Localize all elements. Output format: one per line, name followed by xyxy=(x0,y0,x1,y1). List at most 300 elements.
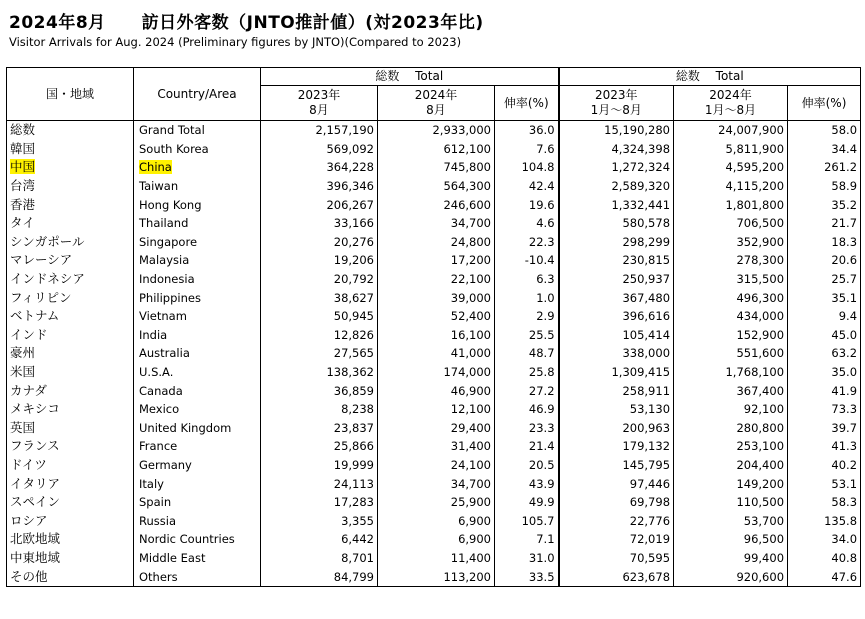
growth-rate-month-cell xyxy=(495,363,559,382)
growth-rate-ytd-cell xyxy=(788,419,861,438)
aug-2024-cell xyxy=(378,363,495,382)
ytd-2024-cell-text: 920,600 xyxy=(736,569,785,584)
growth-rate-month-cell xyxy=(495,195,559,214)
ytd-2024-cell xyxy=(674,511,788,530)
aug-2024-cell-text: 564,300 xyxy=(443,179,491,194)
ytd-2023-cell xyxy=(559,251,674,270)
growth-rate-month-cell-text: 1.0 xyxy=(536,290,555,305)
aug-2024-cell xyxy=(378,195,495,214)
ytd-2024-cell xyxy=(674,214,788,233)
aug-2024-cell xyxy=(378,381,495,400)
table-row xyxy=(7,140,861,159)
growth-rate-month-cell xyxy=(495,307,559,326)
aug-2024-cell xyxy=(378,214,495,233)
aug-2024-cell-text: 11,400 xyxy=(450,550,491,565)
growth-rate-ytd-cell xyxy=(788,177,861,196)
aug-2023-cell-text: 8,238 xyxy=(341,402,374,417)
region-jp-cell-text: ドイツ xyxy=(10,456,47,472)
ytd-2023-cell xyxy=(559,567,674,586)
region-en-cell-text: Thailand xyxy=(139,216,189,231)
growth-rate-month-cell xyxy=(495,344,559,363)
ytd-2023-cell-text: 258,911 xyxy=(622,383,671,398)
region-en-cell-text: Grand Total xyxy=(139,123,205,138)
header-2024-ytd xyxy=(674,86,788,121)
growth-rate-month-cell xyxy=(495,511,559,530)
aug-2024-cell-text: 6,900 xyxy=(458,532,491,547)
region-jp-cell xyxy=(7,530,134,549)
region-en-cell-text: Others xyxy=(139,569,178,584)
region-en-cell xyxy=(134,363,261,382)
table-row xyxy=(7,177,861,196)
region-jp-cell xyxy=(7,270,134,289)
growth-rate-month-cell-text: 21.4 xyxy=(528,439,555,454)
growth-rate-month-cell xyxy=(495,493,559,512)
ytd-2024-cell-text: 1,801,800 xyxy=(725,197,785,212)
region-en-cell xyxy=(134,326,261,345)
aug-2023-cell xyxy=(261,344,378,363)
region-jp-cell-text: ロシア xyxy=(10,512,48,528)
ytd-2024-cell-text: 149,200 xyxy=(736,476,785,491)
region-en-cell xyxy=(134,511,261,530)
ytd-2023-cell-text: 580,578 xyxy=(622,216,671,231)
aug-2023-cell xyxy=(261,251,378,270)
growth-rate-month-cell-text: 7.6 xyxy=(536,141,555,156)
header-2023-ytd-year: 2023年 xyxy=(594,88,638,102)
header-2023-aug-month: 8月 xyxy=(309,103,329,117)
ytd-2024-cell xyxy=(674,121,788,140)
growth-rate-month-cell xyxy=(495,158,559,177)
aug-2023-cell xyxy=(261,567,378,586)
table-row xyxy=(7,456,861,475)
growth-rate-ytd-cell-text: 53.1 xyxy=(831,476,858,491)
growth-rate-month-cell xyxy=(495,177,559,196)
aug-2023-cell-text: 33,166 xyxy=(333,216,374,231)
aug-2024-cell xyxy=(378,549,495,568)
region-jp-cell xyxy=(7,233,134,252)
region-jp-cell xyxy=(7,381,134,400)
ytd-2024-cell xyxy=(674,419,788,438)
aug-2024-cell-text: 612,100 xyxy=(443,141,491,156)
region-en-cell-text: Mexico xyxy=(139,402,180,417)
ytd-2024-cell xyxy=(674,456,788,475)
growth-rate-month-cell-text: 25.5 xyxy=(528,327,555,342)
region-en-cell-text: U.S.A. xyxy=(139,365,174,380)
region-en-cell xyxy=(134,344,261,363)
growth-rate-ytd-cell-text: 41.9 xyxy=(831,383,858,398)
aug-2023-cell xyxy=(261,549,378,568)
ytd-2023-cell-text: 338,000 xyxy=(622,346,671,361)
aug-2024-cell-text: 24,100 xyxy=(450,457,491,472)
aug-2024-cell xyxy=(378,251,495,270)
aug-2024-cell-text: 29,400 xyxy=(450,420,491,435)
region-en-cell xyxy=(134,195,261,214)
ytd-2023-cell xyxy=(559,511,674,530)
table-row xyxy=(7,288,861,307)
growth-rate-month-cell-text: 22.3 xyxy=(528,234,555,249)
growth-rate-month-cell xyxy=(495,326,559,345)
region-jp-cell-text: スペイン xyxy=(10,494,61,510)
aug-2023-cell-text: 206,267 xyxy=(326,197,374,212)
region-jp-cell-text: 中国 xyxy=(10,159,36,175)
growth-rate-month-cell-text: 2.9 xyxy=(536,309,555,324)
aug-2023-cell xyxy=(261,493,378,512)
growth-rate-month-cell xyxy=(495,381,559,400)
growth-rate-ytd-cell xyxy=(788,140,861,159)
aug-2024-cell-text: 34,700 xyxy=(450,476,491,491)
growth-rate-month-cell-text: 33.5 xyxy=(528,569,555,584)
region-en-cell xyxy=(134,140,261,159)
region-en-cell xyxy=(134,381,261,400)
ytd-2024-cell xyxy=(674,530,788,549)
ytd-2024-cell-text: 315,500 xyxy=(736,272,785,287)
ytd-2023-cell xyxy=(559,140,674,159)
growth-rate-month-cell xyxy=(495,419,559,438)
ytd-2023-cell xyxy=(559,474,674,493)
region-en-cell-text: Vietnam xyxy=(139,309,187,324)
region-jp-cell-text: 北欧地域 xyxy=(10,531,61,547)
header-2023-aug xyxy=(261,86,378,121)
growth-rate-month-cell-text: -10.4 xyxy=(524,253,555,268)
growth-rate-month-cell-text: 49.9 xyxy=(528,495,555,510)
growth-rate-month-cell-text: 20.5 xyxy=(528,457,555,472)
growth-rate-ytd-cell xyxy=(788,251,861,270)
aug-2024-cell xyxy=(378,400,495,419)
growth-rate-ytd-cell-text: 47.6 xyxy=(831,569,858,584)
aug-2024-cell xyxy=(378,288,495,307)
aug-2023-cell-text: 50,945 xyxy=(333,309,374,324)
table-row xyxy=(7,530,861,549)
growth-rate-ytd-cell xyxy=(788,530,861,549)
aug-2024-cell xyxy=(378,233,495,252)
growth-rate-month-cell-text: 104.8 xyxy=(521,160,555,175)
ytd-2023-cell-text: 105,414 xyxy=(622,327,671,342)
region-en-cell xyxy=(134,251,261,270)
region-jp-cell xyxy=(7,251,134,270)
region-jp-cell xyxy=(7,474,134,493)
ytd-2023-cell xyxy=(559,214,674,233)
region-jp-cell xyxy=(7,549,134,568)
region-en-cell xyxy=(134,530,261,549)
growth-rate-ytd-cell xyxy=(788,400,861,419)
growth-rate-ytd-cell xyxy=(788,474,861,493)
aug-2023-cell-text: 23,837 xyxy=(333,420,374,435)
region-jp-cell-text: 豪州 xyxy=(10,345,36,361)
growth-rate-ytd-cell-text: 58.9 xyxy=(831,179,858,194)
region-en-cell xyxy=(134,121,261,140)
ytd-2024-cell-text: 4,115,200 xyxy=(725,179,785,194)
growth-rate-ytd-cell xyxy=(788,121,861,140)
aug-2024-cell xyxy=(378,344,495,363)
growth-rate-month-cell xyxy=(495,233,559,252)
aug-2024-cell-text: 46,900 xyxy=(450,383,491,398)
region-en-cell xyxy=(134,493,261,512)
aug-2023-cell-text: 17,283 xyxy=(333,495,374,510)
aug-2023-cell xyxy=(261,214,378,233)
aug-2024-cell xyxy=(378,121,495,140)
ytd-2024-cell-text: 24,007,900 xyxy=(718,123,785,138)
ytd-2024-cell-text: 5,811,900 xyxy=(725,141,785,156)
region-en-cell-text: France xyxy=(139,439,178,454)
ytd-2023-cell-text: 1,309,415 xyxy=(611,365,671,380)
aug-2023-cell xyxy=(261,511,378,530)
ytd-2024-cell xyxy=(674,549,788,568)
table-row xyxy=(7,344,861,363)
ytd-2023-cell-text: 53,130 xyxy=(629,402,671,417)
header-2024-aug-year: 2024年 xyxy=(414,88,458,102)
ytd-2023-cell-text: 230,815 xyxy=(622,253,671,268)
growth-rate-month-cell-text: 42.4 xyxy=(528,179,555,194)
aug-2023-cell-text: 12,826 xyxy=(333,327,374,342)
region-en-cell-text: Russia xyxy=(139,513,176,528)
aug-2024-cell-text: 174,000 xyxy=(443,365,491,380)
region-jp-cell xyxy=(7,456,134,475)
aug-2023-cell-text: 19,206 xyxy=(333,253,374,268)
region-en-cell xyxy=(134,233,261,252)
aug-2023-cell xyxy=(261,530,378,549)
header-2024-aug xyxy=(378,86,495,121)
header-growth-rate-ytd: 伸率(%) xyxy=(788,86,861,121)
ytd-2024-cell xyxy=(674,400,788,419)
aug-2023-cell xyxy=(261,195,378,214)
region-jp-cell xyxy=(7,493,134,512)
growth-rate-ytd-cell xyxy=(788,270,861,289)
growth-rate-ytd-cell-text: 35.2 xyxy=(831,197,858,212)
ytd-2023-cell-text: 367,480 xyxy=(622,290,671,305)
table-row xyxy=(7,400,861,419)
growth-rate-ytd-cell-text: 45.0 xyxy=(831,327,858,342)
aug-2023-cell-text: 364,228 xyxy=(326,160,374,175)
ytd-2024-cell-text: 1,768,100 xyxy=(725,365,785,380)
aug-2024-cell xyxy=(378,177,495,196)
growth-rate-ytd-cell xyxy=(788,549,861,568)
aug-2024-cell xyxy=(378,474,495,493)
ytd-2024-cell xyxy=(674,233,788,252)
aug-2023-cell xyxy=(261,419,378,438)
table-row xyxy=(7,567,861,586)
region-en-cell xyxy=(134,419,261,438)
ytd-2024-cell xyxy=(674,381,788,400)
region-en-cell-text: Spain xyxy=(139,495,172,510)
ytd-2024-cell xyxy=(674,140,788,159)
aug-2024-cell xyxy=(378,270,495,289)
region-en-cell-text: Italy xyxy=(139,476,164,491)
header-region-jp: 国・地域 xyxy=(7,68,134,121)
aug-2023-cell xyxy=(261,326,378,345)
growth-rate-ytd-cell xyxy=(788,158,861,177)
aug-2024-cell-text: 25,900 xyxy=(450,495,491,510)
region-en-cell-text: South Korea xyxy=(139,141,209,156)
aug-2023-cell-text: 36,859 xyxy=(333,383,374,398)
growth-rate-ytd-cell-text: 73.3 xyxy=(831,402,858,417)
region-en-cell-text: Singapore xyxy=(139,234,198,249)
aug-2023-cell xyxy=(261,140,378,159)
table-row xyxy=(7,474,861,493)
aug-2023-cell xyxy=(261,456,378,475)
header-2024-ytd-year: 2024年 xyxy=(709,88,752,102)
aug-2024-cell-text: 2,933,000 xyxy=(432,123,491,138)
ytd-2024-cell xyxy=(674,474,788,493)
aug-2024-cell xyxy=(378,437,495,456)
region-en-cell-text: Hong Kong xyxy=(139,197,202,212)
region-jp-cell-text: タイ xyxy=(10,215,35,231)
aug-2024-cell xyxy=(378,326,495,345)
growth-rate-month-cell-text: 25.8 xyxy=(528,365,555,380)
growth-rate-ytd-cell xyxy=(788,363,861,382)
aug-2023-cell xyxy=(261,158,378,177)
aug-2024-cell-text: 12,100 xyxy=(450,402,491,417)
growth-rate-month-cell-text: 36.0 xyxy=(528,123,555,138)
growth-rate-month-cell-text: 46.9 xyxy=(528,402,555,417)
aug-2023-cell-text: 84,799 xyxy=(333,569,374,584)
aug-2024-cell-text: 22,100 xyxy=(450,272,491,287)
ytd-2023-cell-text: 4,324,398 xyxy=(611,141,671,156)
growth-rate-month-cell xyxy=(495,567,559,586)
region-jp-cell xyxy=(7,326,134,345)
ytd-2023-cell xyxy=(559,344,674,363)
ytd-2023-cell-text: 250,937 xyxy=(622,272,671,287)
aug-2023-cell-text: 8,701 xyxy=(341,550,374,565)
region-en-cell xyxy=(134,177,261,196)
growth-rate-ytd-cell-text: 25.7 xyxy=(831,272,858,287)
ytd-2024-cell-text: 4,595,200 xyxy=(725,160,785,175)
region-en-cell xyxy=(134,214,261,233)
growth-rate-ytd-cell-text: 18.3 xyxy=(831,234,858,249)
ytd-2023-cell-text: 1,272,324 xyxy=(611,160,671,175)
ytd-2024-cell-text: 96,500 xyxy=(743,532,785,547)
growth-rate-month-cell-text: 27.2 xyxy=(528,383,555,398)
aug-2024-cell-text: 39,000 xyxy=(450,290,491,305)
growth-rate-ytd-cell-text: 261.2 xyxy=(824,160,858,175)
table-row xyxy=(7,493,861,512)
region-jp-cell-text: インド xyxy=(10,326,48,342)
region-jp-cell-text: 台湾 xyxy=(10,178,36,194)
growth-rate-ytd-cell xyxy=(788,456,861,475)
ytd-2024-cell-text: 99,400 xyxy=(743,550,785,565)
growth-rate-month-cell xyxy=(495,474,559,493)
title-month: 2024年8月 xyxy=(9,13,106,33)
growth-rate-month-cell xyxy=(495,549,559,568)
region-en-cell-text: Canada xyxy=(139,383,183,398)
aug-2023-cell xyxy=(261,270,378,289)
ytd-2023-cell xyxy=(559,233,674,252)
ytd-2024-cell-text: 152,900 xyxy=(736,327,785,342)
ytd-2024-cell-text: 352,900 xyxy=(736,234,785,249)
region-jp-cell-text: 韓国 xyxy=(10,140,36,156)
ytd-2023-cell xyxy=(559,363,674,382)
region-en-cell xyxy=(134,474,261,493)
region-en-cell-text: Philippines xyxy=(139,290,201,305)
growth-rate-month-cell-text: 19.6 xyxy=(528,197,555,212)
growth-rate-month-cell-text: 48.7 xyxy=(528,346,555,361)
aug-2024-cell-text: 6,900 xyxy=(458,513,491,528)
ytd-2023-cell xyxy=(559,177,674,196)
growth-rate-ytd-cell xyxy=(788,307,861,326)
growth-rate-month-cell-text: 4.6 xyxy=(536,216,555,231)
ytd-2024-cell-text: 278,300 xyxy=(736,253,785,268)
ytd-2023-cell xyxy=(559,381,674,400)
growth-rate-month-cell xyxy=(495,121,559,140)
ytd-2023-cell xyxy=(559,549,674,568)
ytd-2023-cell xyxy=(559,419,674,438)
region-jp-cell-text: 米国 xyxy=(10,364,36,380)
aug-2023-cell-text: 569,092 xyxy=(326,141,374,156)
header-growth-rate-month: 伸率(%) xyxy=(495,86,559,121)
aug-2023-cell xyxy=(261,400,378,419)
ytd-2023-cell xyxy=(559,158,674,177)
growth-rate-ytd-cell xyxy=(788,381,861,400)
growth-rate-month-cell-text: 105.7 xyxy=(521,513,555,528)
aug-2024-cell xyxy=(378,140,495,159)
header-group-month: 総数 Total xyxy=(261,68,559,86)
growth-rate-month-cell xyxy=(495,400,559,419)
ytd-2023-cell xyxy=(559,326,674,345)
growth-rate-ytd-cell-text: 9.4 xyxy=(838,309,858,324)
aug-2023-cell-text: 3,355 xyxy=(341,513,374,528)
growth-rate-ytd-cell-text: 21.7 xyxy=(831,216,858,231)
aug-2023-cell xyxy=(261,381,378,400)
ytd-2023-cell xyxy=(559,456,674,475)
ytd-2024-cell-text: 706,500 xyxy=(736,216,785,231)
aug-2023-cell-text: 20,276 xyxy=(333,234,374,249)
region-en-cell-text: Nordic Countries xyxy=(139,532,235,547)
aug-2023-cell-text: 138,362 xyxy=(326,365,374,380)
table-row xyxy=(7,326,861,345)
aug-2023-cell-text: 24,113 xyxy=(333,476,374,491)
growth-rate-month-cell xyxy=(495,140,559,159)
growth-rate-month-cell xyxy=(495,251,559,270)
region-jp-cell-text: 英国 xyxy=(10,419,36,435)
region-jp-cell xyxy=(7,363,134,382)
growth-rate-ytd-cell xyxy=(788,567,861,586)
ytd-2024-cell-text: 204,400 xyxy=(736,457,785,472)
header-2023-aug-year: 2023年 xyxy=(297,88,341,102)
aug-2023-cell xyxy=(261,177,378,196)
header-region-en: Country/Area xyxy=(134,68,261,121)
table-row xyxy=(7,437,861,456)
growth-rate-ytd-cell xyxy=(788,437,861,456)
growth-rate-ytd-cell-text: 20.6 xyxy=(831,253,858,268)
growth-rate-month-cell-text: 23.3 xyxy=(528,420,555,435)
region-en-cell xyxy=(134,549,261,568)
ytd-2024-cell-text: 253,100 xyxy=(736,439,785,454)
aug-2023-cell-text: 2,157,190 xyxy=(315,123,374,138)
ytd-2023-cell-text: 623,678 xyxy=(622,569,671,584)
ytd-2024-cell xyxy=(674,251,788,270)
visitor-arrivals-table xyxy=(6,67,861,587)
aug-2023-cell-text: 19,999 xyxy=(333,457,374,472)
region-jp-cell xyxy=(7,400,134,419)
ytd-2023-cell xyxy=(559,530,674,549)
region-en-cell-text: United Kingdom xyxy=(139,420,232,435)
region-en-cell xyxy=(134,158,261,177)
table-row xyxy=(7,251,861,270)
aug-2024-cell-text: 745,800 xyxy=(443,160,491,175)
table-row xyxy=(7,307,861,326)
page-subtitle: Visitor Arrivals for Aug. 2024 (Preliminary figures by JNTO)(Compared to 2023) xyxy=(9,35,462,49)
aug-2023-cell-text: 396,346 xyxy=(326,179,374,194)
aug-2024-cell xyxy=(378,456,495,475)
aug-2024-cell xyxy=(378,530,495,549)
ytd-2023-cell-text: 179,132 xyxy=(622,439,671,454)
region-jp-cell-text: メキシコ xyxy=(10,401,60,417)
table-row xyxy=(7,381,861,400)
table-row xyxy=(7,214,861,233)
ytd-2024-cell xyxy=(674,177,788,196)
region-en-cell-text: Indonesia xyxy=(139,272,195,287)
region-jp-cell-text: シンガポール xyxy=(10,233,85,249)
ytd-2023-cell xyxy=(559,270,674,289)
ytd-2024-cell xyxy=(674,270,788,289)
